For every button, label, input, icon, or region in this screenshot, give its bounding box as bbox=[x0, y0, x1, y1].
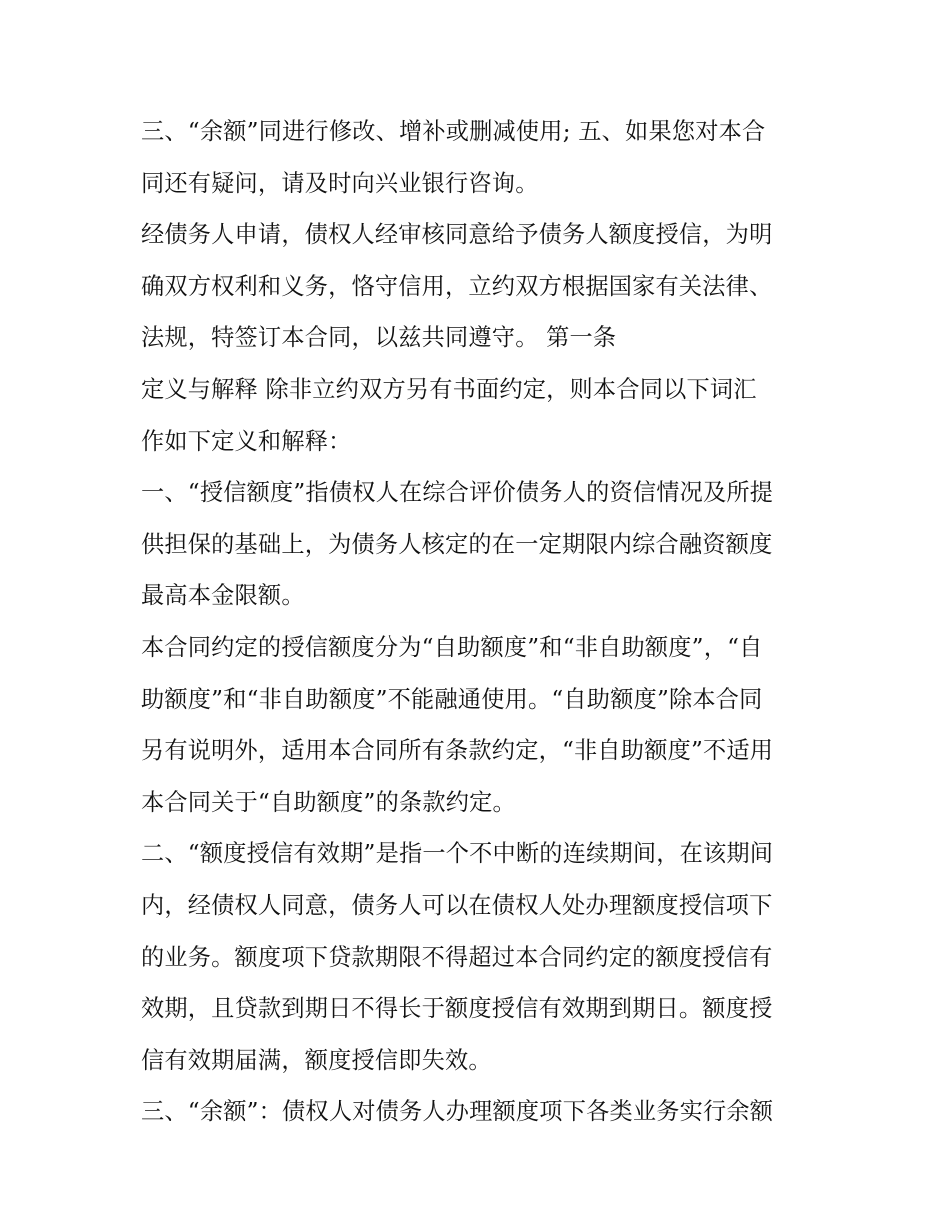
text-line: 三、“余额”：债权人对债务人办理额度项下各类业务实行余额 bbox=[141, 1098, 774, 1126]
text-line: 二、“额度授信有效期”是指一个不中断的连续期间，在该期间 bbox=[141, 840, 774, 868]
text-line: 一、“授信额度”指债权人在综合评价债务人的资信情况及所提 bbox=[141, 479, 774, 507]
text-line: 助额度”和“非自助额度”不能融通使用。“自助额度”除本合同 bbox=[141, 685, 763, 713]
document-body bbox=[141, 106, 816, 1138]
text-line: 作如下定义和解释： bbox=[141, 427, 352, 455]
text-line: 定义与解释 除非立约双方另有书面约定，则本合同以下词汇 bbox=[141, 375, 757, 403]
text-line: 确双方权利和义务，恪守信用，立约双方根据国家有关法律、 bbox=[141, 272, 773, 300]
text-line: 的业务。额度项下贷款期限不得超过本合同约定的额度授信有 bbox=[141, 943, 773, 971]
text-line: 经债务人申请，债权人经审核同意给予债务人额度授信，为明 bbox=[141, 221, 773, 249]
text-line: 供担保的基础上，为债务人核定的在一定期限内综合融资额度 bbox=[141, 530, 773, 558]
text-line: 另有说明外，适用本合同所有条款约定，“非自助额度”不适用 bbox=[141, 737, 774, 765]
text-line: 法规，特签订本合同，以兹共同遵守。 第一条 bbox=[141, 324, 617, 352]
text-line: 本合同关于“自助额度”的条款约定。 bbox=[141, 788, 516, 816]
text-line: 本合同约定的授信额度分为“自助额度”和“非自助额度”，“自 bbox=[141, 633, 763, 661]
text-line: 效期，且贷款到期日不得长于额度授信有效期到期日。额度授 bbox=[141, 995, 773, 1023]
text-line: 最高本金限额。 bbox=[141, 582, 305, 610]
text-line: 内，经债权人同意，债务人可以在债权人处办理额度授信项下 bbox=[141, 891, 773, 919]
text-line: 信有效期届满，额度授信即失效。 bbox=[141, 1046, 492, 1074]
text-line: 三、“余额”同进行修改、增补或删减使用; 五、如果您对本合 bbox=[141, 118, 766, 145]
text-line: 同还有疑问，请及时向兴业银行咨询。 bbox=[141, 169, 539, 197]
